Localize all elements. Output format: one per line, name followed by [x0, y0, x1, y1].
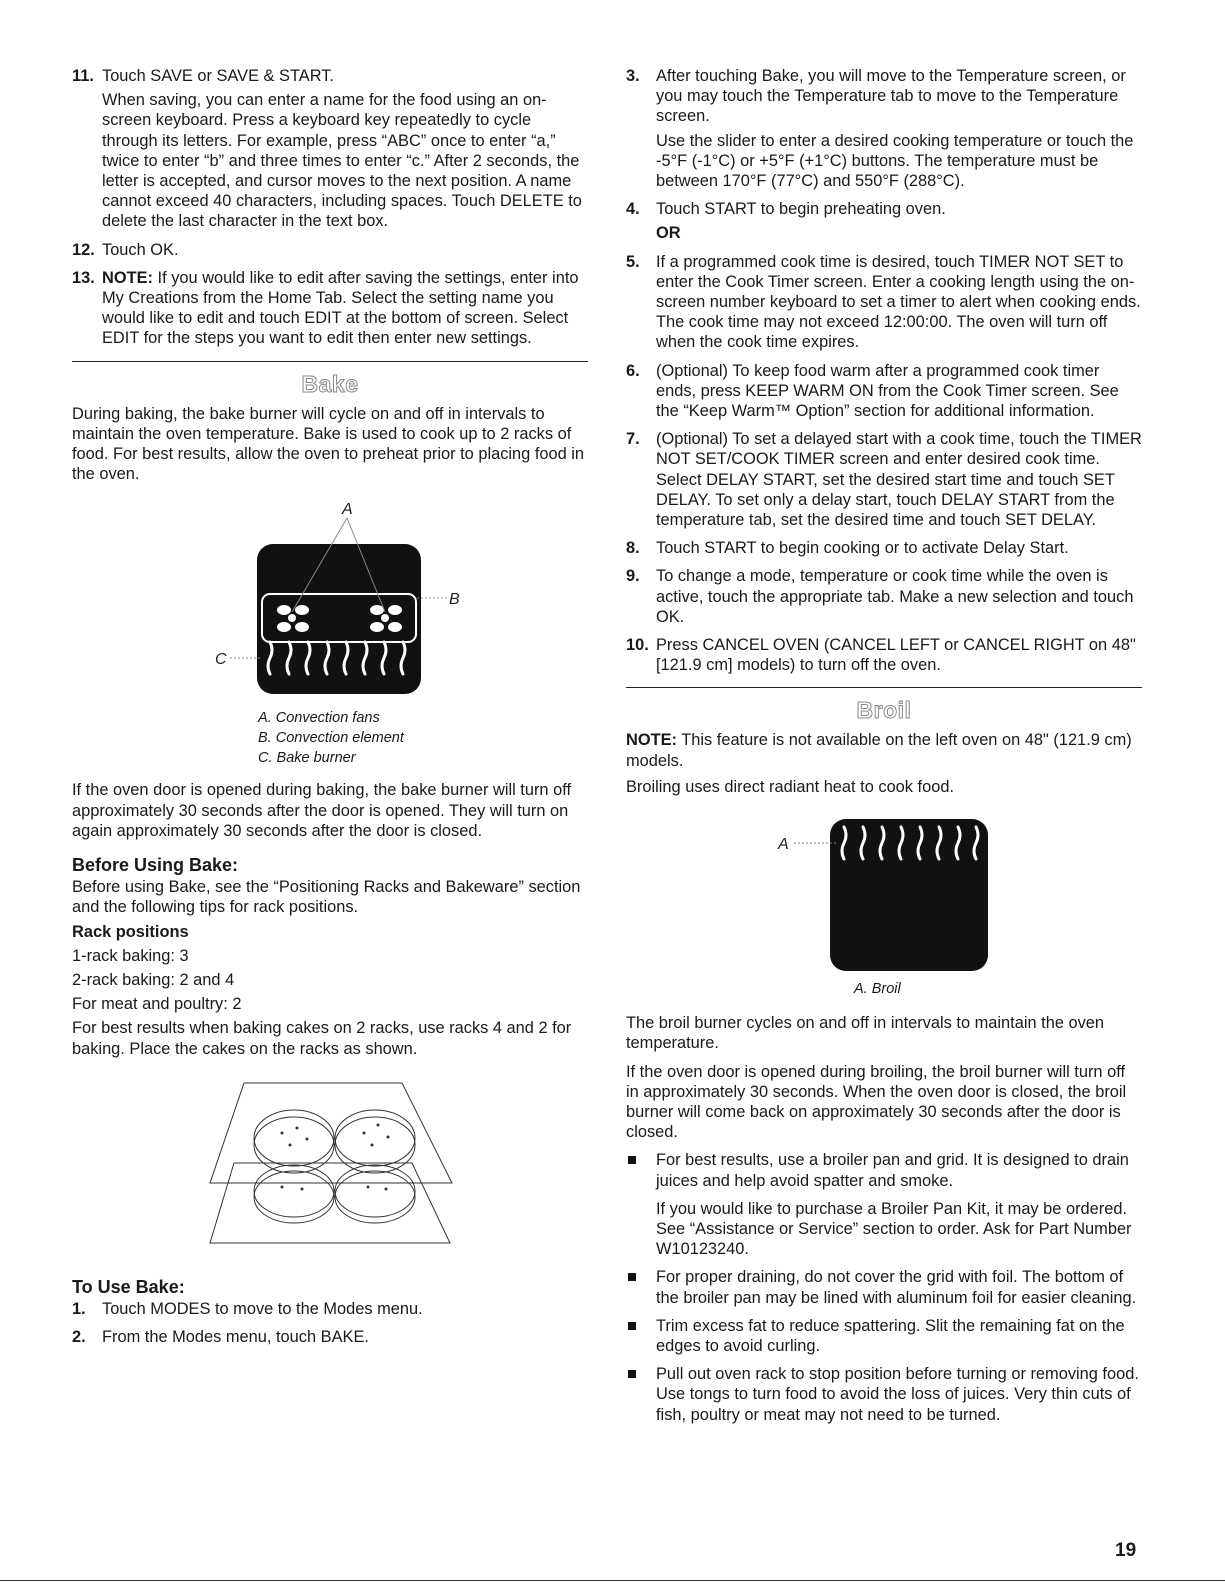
step-13 — [72, 268, 588, 349]
step-3 — [626, 66, 1142, 191]
bullet-item — [626, 1267, 1142, 1307]
step-text: If a programmed cook time is desired, touch TIMER NOT SET to enter the Cook Timer screen. Enter a cooking length using the on-screen number keyboard to set a timer to alert when cooking ends. The cook time may not exceed 12:00:00. The oven will turn off when the cook time expires. — [656, 252, 1141, 352]
caption-b: B. Convection element — [258, 730, 404, 747]
broil-note — [626, 730, 1142, 770]
step-number: 10. — [626, 636, 649, 655]
step-text: Touch SAVE or SAVE & START. — [102, 67, 334, 85]
or-label: OR — [656, 224, 681, 243]
rack-line: For meat and poultry: 2 — [72, 995, 242, 1014]
note-label: NOTE: — [626, 731, 677, 750]
rack-positions-heading: Rack positions — [72, 922, 189, 941]
step-text: Touch MODES to move to the Modes menu. — [102, 1300, 423, 1319]
caption-a: A. Convection fans — [258, 710, 380, 727]
bullet-text: Pull out oven rack to stop position before turning or removing food. Use tongs to turn food to avoid the loss of juices. Very thin cuts of fish, poultry or meat may not need to be turned. — [656, 1365, 1139, 1424]
bullet-subtext: If you would like to purchase a Broiler Pan Kit, it may be ordered. See “Assistance or Service” section to order. Ask for Part Number W10123240. — [656, 1199, 1132, 1259]
broil-figure — [626, 811, 1142, 971]
step-text: (Optional) To keep food warm after a programmed cook timer ends, press KEEP WARM ON from the Cook Timer screen. See the “Keep Warm™ Option” section for additional information. — [656, 361, 1119, 421]
bullet-item — [626, 1364, 1142, 1425]
section-divider — [72, 361, 588, 362]
use-step-2 — [72, 1327, 588, 1347]
bullet-square-icon — [628, 1156, 636, 1164]
note-label: NOTE: — [102, 268, 153, 287]
step-7 — [626, 429, 1142, 530]
figure-captions — [258, 708, 588, 768]
step-text — [102, 268, 588, 349]
step-text: From the Modes menu, touch BAKE. — [102, 1328, 369, 1347]
before-using-text: Before using Bake, see the “Positioning Racks and Bakeware” section and the following tips for rack positions. — [72, 878, 581, 917]
step-number: 3. — [626, 67, 640, 85]
broil-caption: A. Broil — [854, 981, 901, 998]
step-number: 11. — [72, 67, 94, 85]
step-text: Press CANCEL OVEN (CANCEL LEFT or CANCEL RIGHT on 48" [121.9 cm] models) to turn off the oven. — [656, 636, 1136, 675]
broil-section-title: Broil — [856, 697, 912, 724]
rack-line: 2-rack baking: 2 and 4 — [72, 971, 235, 990]
label-b: B — [449, 591, 460, 609]
page-bottom-border — [0, 1580, 1225, 1581]
step-number: 12. — [72, 240, 95, 259]
step-text: After touching Bake, you will move to the Temperature screen, or you may touch the Temperature tab to move to the Temperature screen. — [656, 67, 1126, 126]
step-text: Touch START to begin preheating oven. — [656, 200, 946, 219]
cake-racks-figure — [72, 1073, 588, 1263]
bullet-square-icon — [628, 1370, 636, 1378]
label-a: A — [778, 836, 789, 854]
broil-diagram — [626, 811, 1142, 971]
step-text: Touch OK. — [102, 240, 179, 259]
bake-section-title: Bake — [301, 370, 359, 397]
bake-intro: During baking, the bake burner will cycle on and off in intervals to maintain the oven temperature. Bake is used to cook up to 2 racks of food. For best results, allow the oven to preheat prior to placing food in the oven. — [72, 404, 585, 484]
broil-intro: Broiling uses direct radiant heat to cook food. — [626, 777, 955, 796]
door-open-paragraph: If the oven door is opened during baking, the bake burner will turn off approximately 30 seconds after the door is opened. They will turn on again approximately 30 seconds after the door is closed. — [72, 781, 572, 840]
step-number: 5. — [626, 252, 640, 271]
step-number: 1. — [72, 1300, 86, 1319]
cake-rack-diagram — [72, 1073, 588, 1263]
right-column — [626, 66, 1142, 1433]
bullet-square-icon — [628, 1322, 636, 1330]
step-number: 7. — [626, 430, 640, 449]
step-number: 8. — [626, 539, 640, 558]
step-number: 2. — [72, 1328, 86, 1347]
step-number: 13. — [72, 268, 95, 287]
step-subtext: Use the slider to enter a desired cooking temperature or touch the -5°F (-1°C) or +5°F (+1°C) buttons. The temperature must be between 170°F (77°C) and 550°F (288°C). — [656, 131, 1134, 191]
left-column — [72, 66, 588, 1356]
step-4 — [626, 199, 1142, 243]
oven-diagram — [72, 500, 588, 700]
bullet-square-icon — [628, 1273, 636, 1281]
step-12 — [72, 240, 588, 260]
broil-door-paragraph: If the oven door is opened during broiling, the broil burner will turn off in approximately 30 seconds. When the oven door is closed, the broil burner will come back on approximately 30 seconds after the door is closed. — [626, 1062, 1127, 1142]
step-9 — [626, 566, 1142, 627]
label-c: C — [215, 651, 227, 669]
label-a: A — [342, 501, 353, 519]
cakes-paragraph: For best results when baking cakes on 2 racks, use racks 4 and 2 for baking. Place the cakes on the racks as shown. — [72, 1019, 572, 1058]
step-6 — [626, 361, 1142, 422]
before-using-heading: Before Using Bake: — [72, 855, 239, 876]
note-text: If you would like to edit after saving the settings, enter into My Creations from the Home Tab. Select the setting name you would like to edit and touch EDIT at the bottom of screen. Select EDIT for the steps you want to edit then enter new settings. — [102, 268, 579, 348]
bullet-text: For best results, use a broiler pan and grid. It is designed to drain juices and help avoid spatter and smoke. — [656, 1151, 1129, 1190]
note-text: This feature is not available on the left oven on 48" (121.9 cm) models. — [626, 731, 1132, 770]
use-step-1 — [72, 1299, 588, 1319]
step-number: 6. — [626, 361, 640, 380]
step-number: 9. — [626, 567, 640, 586]
to-use-bake-heading: To Use Bake: — [72, 1276, 185, 1297]
rack-line: 1-rack baking: 3 — [72, 946, 189, 965]
step-5 — [626, 252, 1142, 353]
step-number: 4. — [626, 200, 640, 219]
bullet-item — [626, 1150, 1142, 1259]
page-number: 19 — [1115, 1540, 1137, 1561]
step-text: (Optional) To set a delayed start with a cook time, touch the TIMER NOT SET/COOK TIMER screen and enter desired cook time. Select DELAY START, set the desired start time and touch SET DELAY. To set only a delay start, touch DELAY START from the temperature tab, set the desired time and touch SET DELAY. — [656, 430, 1142, 530]
step-text: To change a mode, temperature or cook time while the oven is active, touch the appropriate tab. Make a new selection and touch OK. — [656, 567, 1134, 626]
step-8 — [626, 538, 1142, 558]
caption-c: C. Bake burner — [258, 750, 356, 767]
broil-cycle-paragraph: The broil burner cycles on and off in intervals to maintain the oven temperature. — [626, 1014, 1105, 1053]
bullet-text: Trim excess fat to reduce spattering. Slit the remaining fat on the edges to avoid curling. — [656, 1316, 1125, 1355]
bullet-item — [626, 1316, 1142, 1356]
bullet-text: For proper draining, do not cover the grid with foil. The bottom of the broiler pan may be lined with aluminum foil for easier cleaning. — [656, 1268, 1137, 1307]
oven-convection-figure — [72, 500, 588, 700]
step-subtext: When saving, you can enter a name for the food using an on-screen keyboard. Press a keyboard key repeatedly to cycle through its letters. For example, press “ABC” once to enter “a,” twice to enter “b” and three times to enter “c.” After 2 seconds, the letter is accepted, and cursor moves to the next position. A name cannot exceed 40 characters, including spaces. Touch DELETE to delete the last character in the text box. — [102, 91, 582, 231]
step-10 — [626, 635, 1142, 675]
section-divider — [626, 687, 1142, 688]
step-text: Touch START to begin cooking or to activate Delay Start. — [656, 539, 1069, 558]
step-11 — [72, 66, 588, 232]
